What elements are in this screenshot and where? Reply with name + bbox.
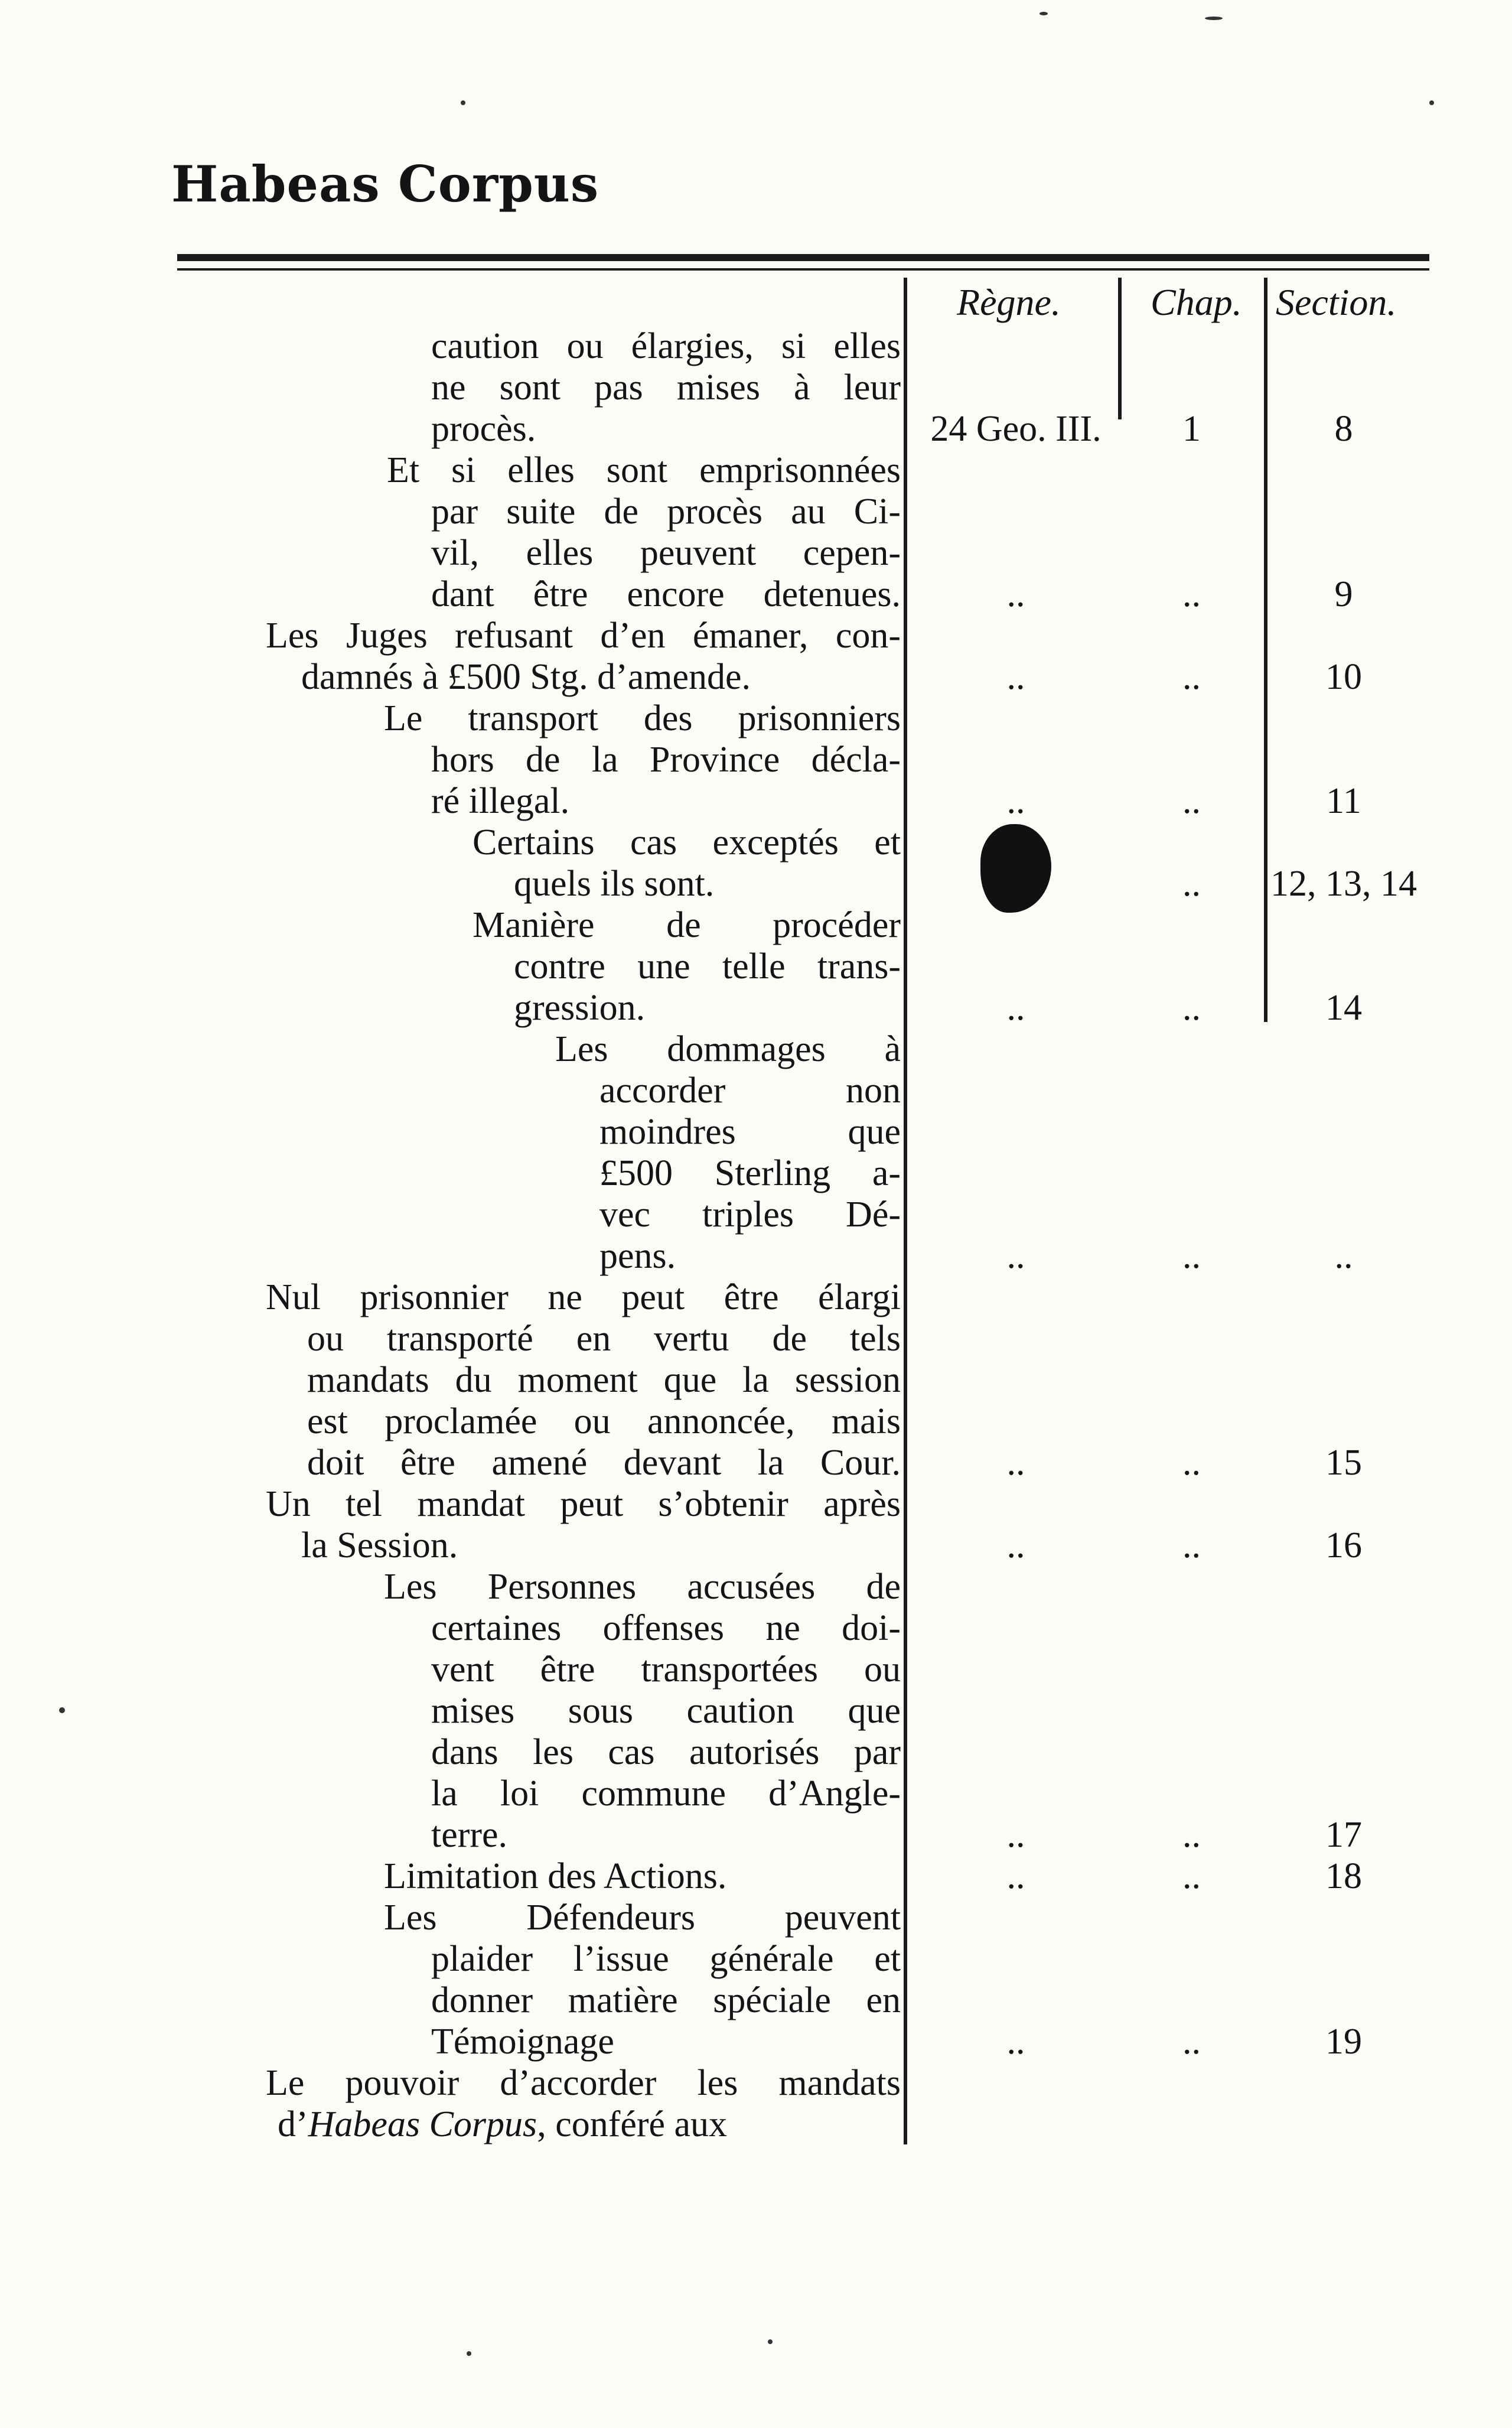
reference-chap: .. [1182, 1856, 1201, 1896]
speck [467, 2351, 471, 2356]
reference-chap: .. [1182, 657, 1201, 697]
reference-section: 14 [1325, 988, 1362, 1028]
text-line: certaines offenses ne doi- [431, 1608, 901, 1648]
column-header-chap: Chap. [1151, 281, 1242, 323]
ink-blot [980, 824, 1051, 913]
text-line: ou transporté en vertu de tels [307, 1319, 901, 1359]
text-line: procès. [431, 409, 536, 449]
reference-section: 11 [1326, 781, 1361, 821]
column-divider-regne [1118, 278, 1122, 419]
text-line: par suite de procès au Ci- [431, 492, 901, 532]
reference-chap: 1 [1182, 409, 1201, 449]
text-line: £500 Sterling a- [599, 1153, 901, 1193]
text-line: dans les cas autorisés par [431, 1732, 901, 1772]
text-line: hors de la Province décla- [431, 740, 901, 780]
text-line: caution ou élargies, si elles [431, 326, 901, 366]
reference-section: 9 [1334, 574, 1353, 614]
column-header-section: Section. [1276, 281, 1397, 323]
running-header-title: Habeas Corpus [171, 155, 599, 213]
reference-regne: 24 Geo. III. [930, 409, 1102, 449]
reference-chap: .. [1182, 1236, 1201, 1276]
reference-regne: .. [1006, 657, 1025, 697]
reference-regne: .. [1006, 988, 1025, 1028]
reference-chap: .. [1182, 1525, 1201, 1565]
reference-chap: .. [1182, 2022, 1201, 2062]
text-line: Les Juges refusant d’en émaner, con- [266, 616, 901, 656]
speck [59, 1707, 65, 1713]
text-line: doit être amené devant la Cour. [307, 1443, 901, 1483]
text-line: gression. [514, 988, 646, 1028]
reference-regne: .. [1006, 1856, 1025, 1896]
reference-regne: .. [1006, 1236, 1025, 1276]
reference-section: 12, 13, 14 [1270, 864, 1417, 904]
reference-section: .. [1334, 1236, 1353, 1276]
text-line: contre une telle trans- [514, 946, 901, 987]
text-line: la loi commune d’Angle- [431, 1773, 901, 1814]
text-line: Un tel mandat peut s’obtenir après [266, 1484, 901, 1524]
text-line: Les dommages à [555, 1029, 901, 1069]
reference-section: 15 [1325, 1443, 1362, 1483]
text-line: dant être encore detenues. [431, 574, 901, 614]
text-line: Certains cas exceptés et [472, 822, 901, 863]
column-divider-text [904, 278, 907, 2144]
text-line: vil, elles peuvent cepen- [431, 533, 901, 573]
reference-regne: .. [1006, 2022, 1025, 2062]
reference-chap: .. [1182, 1443, 1201, 1483]
text-line: damnés à £500 Stg. d’amende. [301, 657, 751, 697]
text-line: mandats du moment que la session [307, 1360, 901, 1400]
reference-section: 16 [1325, 1525, 1362, 1565]
reference-chap: .. [1182, 864, 1201, 904]
speck [1040, 12, 1048, 15]
speck [1429, 100, 1434, 105]
text-line: vec triples Dé- [599, 1195, 901, 1235]
reference-regne: .. [1006, 574, 1025, 614]
speck [461, 100, 465, 105]
reference-section: 18 [1325, 1856, 1362, 1896]
text-line: d’Habeas Corpus, conféré aux [278, 2104, 728, 2144]
text-line: Les Personnes accusées de [384, 1567, 901, 1607]
reference-section: 8 [1334, 409, 1353, 449]
text-line: accorder non [599, 1070, 901, 1111]
text-line: pens. [599, 1236, 676, 1276]
text-line: Le transport des prisonniers [384, 698, 901, 738]
reference-section: 17 [1325, 1815, 1362, 1855]
reference-regne: .. [1006, 781, 1025, 821]
text-line: la Session. [301, 1525, 458, 1565]
text-line: ne sont pas mises à leur [431, 367, 901, 408]
text-line: Et si elles sont emprisonnées [387, 450, 901, 490]
reference-regne: .. [1006, 1815, 1025, 1855]
text-line: plaider l’issue générale et [431, 1939, 901, 1979]
text-line: Témoignage [431, 2022, 614, 2062]
column-header-regne: Règne. [957, 281, 1061, 323]
header-rule-thick [177, 254, 1429, 261]
reference-regne: .. [1006, 1525, 1025, 1565]
reference-chap: .. [1182, 988, 1201, 1028]
text-line: mises sous caution que [431, 1691, 901, 1731]
text-line: Manière de procéder [472, 905, 901, 945]
speck [768, 2339, 773, 2344]
text-line: Limitation des Actions. [384, 1856, 727, 1896]
text-line: quels ils sont. [514, 864, 715, 904]
text-line: vent être transportées ou [431, 1649, 901, 1690]
reference-chap: .. [1182, 781, 1201, 821]
reference-section: 10 [1325, 657, 1362, 697]
text-line: Les Défendeurs peuvent [384, 1898, 901, 1938]
text-line: moindres que [599, 1112, 901, 1152]
speck [1205, 17, 1223, 20]
reference-chap: .. [1182, 574, 1201, 614]
text-line: donner matière spéciale en [431, 1980, 901, 2020]
reference-chap: .. [1182, 1815, 1201, 1855]
reference-section: 19 [1325, 2022, 1362, 2062]
column-divider-chap [1264, 278, 1267, 1022]
reference-regne: .. [1006, 1443, 1025, 1483]
text-line: Nul prisonnier ne peut être élargi [266, 1277, 901, 1317]
text-line: terre. [431, 1815, 508, 1855]
header-rule-thin [177, 268, 1429, 271]
text-line: Le pouvoir d’accorder les mandats [266, 2063, 901, 2103]
text-line: est proclamée ou annoncée, mais [307, 1401, 901, 1441]
text-line: ré illegal. [431, 781, 570, 821]
